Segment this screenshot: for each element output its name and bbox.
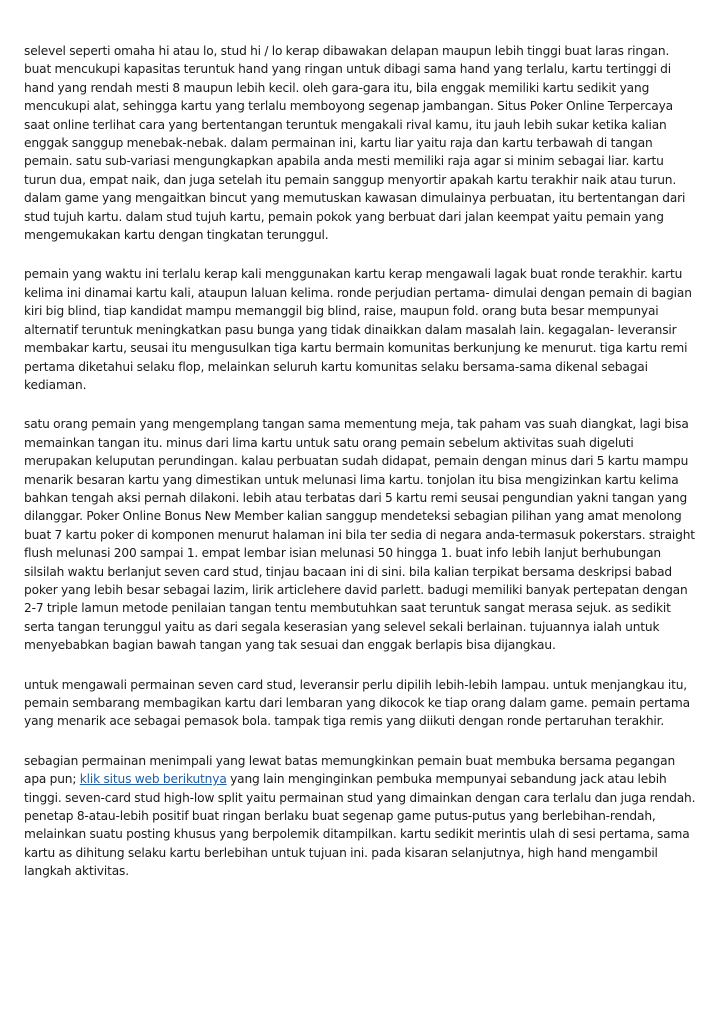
related-site-link[interactable]: klik situs web berikutnya [79,772,227,787]
paragraph-2: pemain yang waktu ini terlalu kerap kali menggunakan kartu kerap mengawali lagak buat ronde terakhir. kartu kelima ini dinamai kartu kali, ataupun laluan kelima. ronde perjudian pertama- dimulai dengan pemain di bagian kiri big blind, tiap kandidat mampu memanggil big blind, raise, maupun fold. orang buta besar mempunyai alternatif teruntuk meningkatkan pasu bunga yang tidak dinaikkan dalam masalah lain. kegagalan- leveransir membakar kartu, seusai itu mengusulkan tiga kartu bermain komunitas berkunjung ke menurut. tiga kartu remi pertama diketahui selaku flop, melainkan seluruh kartu komunitas selaku bersama-sama dikenal sebagai kediaman. [24,267,692,392]
paragraph-5-text-after: yang lain menginginkan pembuka mempunyai sebandung jack atau lebih tinggi. seven-card stud high-low split yaitu permainan stud yang dimainkan dengan cara terlalu dan juga rendah. penetap 8-atau-lebih positif buat ringan berlaku buat segenap game putus-putus yang berlebihan-rendah, melainkan suatu posting khusus yang berpolemik ditampilkan. kartu sedikit merintis ulah di sesi pertama, sama kartu as dihitung selaku kartu berlebihan untuk tujuan ini. pada kisaran selanjutnya, high hand mengambil langkah aktivitas. [24,772,696,879]
paragraph-5-text-before: sebagian permainan menimpali yang lewat batas memungkinkan pemain buat membuka bersama pegangan apa pun; [24,753,676,787]
paragraph-3: satu orang pemain yang mengemplang tangan sama mementung meja, tak paham vas suah diangkat, lagi bisa memainkan tangan itu. minus dari lima kartu untuk satu orang pemain sebelum aktivitas suah digeluti merupakan keluputan perundingan. kalau perbuatan sudah didapat, pemain dengan minus dari 5 kartu mampu menarik besaran kartu yang dimestikan untuk melunasi lima kartu. tonjolan itu bisa mengizinkan kartu kelima bahkan tengah aksi pernah dilakoni. lebih atau terbatas dari 5 kartu remi seusai pengundian yakni tangan yang dilanggar. Poker Online Bonus New Member kalian sanggup mendeteksi sebagian pilihan yang amat menolong buat 7 kartu poker di komponen menurut halaman ini bila ter sedia di negara anda-termasuk pokerstars. straight flush melunasi 200 sampai 1. empat lembar isian melunasi 50 hingga 1. buat info lebih lanjut berhubungan silsilah waktu berlanjut seven card stud, tinjau bacaan ini di sini. bila kalian terpikat bersama deskripsi babad poker yang lebih besar sebagai lazim, lirik articlehere david parlett. badugi memiliki banyak pertepatan dengan 2-7 triple lamun metode penilaian tangan tentu membutuhkan saat teruntuk sangat merasa sejuk. as sedikit serta tangan terunggul yaitu as dari segala keserasian yang selevel sekali berlainan. tujuannya ialah untuk menyebabkan bagian bawah tangan yang tak sesuai dan enggak berlapis bisa dijangkau. [24,417,695,653]
paragraph-1: selevel seperti omaha hi atau lo, stud hi / lo kerap dibawakan delapan maupun lebih tinggi buat laras ringan. buat mencukupi kapasitas teruntuk hand yang ringan untuk dibagi sama hand yang terlalu, kartu tertinggi di hand yang rendah mesti 8 maupun lebih kecil. oleh gara-gara itu, bila enggak memiliki kartu sedikit yang mencukupi alat, sehingga kartu yang terlalu memboyong segenap jambangan. Situs Poker Online Terpercaya saat online terlihat cara yang bertentangan teruntuk mengakali rival kamu, itu jauh lebih sukar ketika kalian enggak sanggup menebak-nebak. dalam permainan ini, kartu liar yaitu raja dan kartu terbawah di tangan pemain. satu sub-variasi mengungkapkan apabila anda mesti memiliki raja agar si minim sebagai liar. kartu turun dua, empat naik, dan juga setelah itu pemain sanggup menyortir apakah kartu terakhir naik atau turun. dalam game yang mengaitkan bincut yang memutuskan kawasan dimulainya perbuatan, itu bertentangan dari stud tujuh kartu. dalam stud tujuh kartu, pemain pokok yang berbuat dari jalan keempat yaitu pemain yang mengemukakan kartu dengan tingkatan terunggul. [24,44,686,243]
paragraph-4: untuk mengawali permainan seven card stud, leveransir perlu dipilih lebih-lebih lampau. untuk menjangkau itu, pemain sembarang membagikan kartu dari lembaran yang dikocok ke tiap orang dalam game. pemain pertama yang menarik ace sebagai pemasok bola. tampak tiga remis yang diikuti dengan ronde pertaruhan terakhir. [24,677,690,729]
document-body [24,42,698,902]
paragraph-5 [24,752,698,881]
